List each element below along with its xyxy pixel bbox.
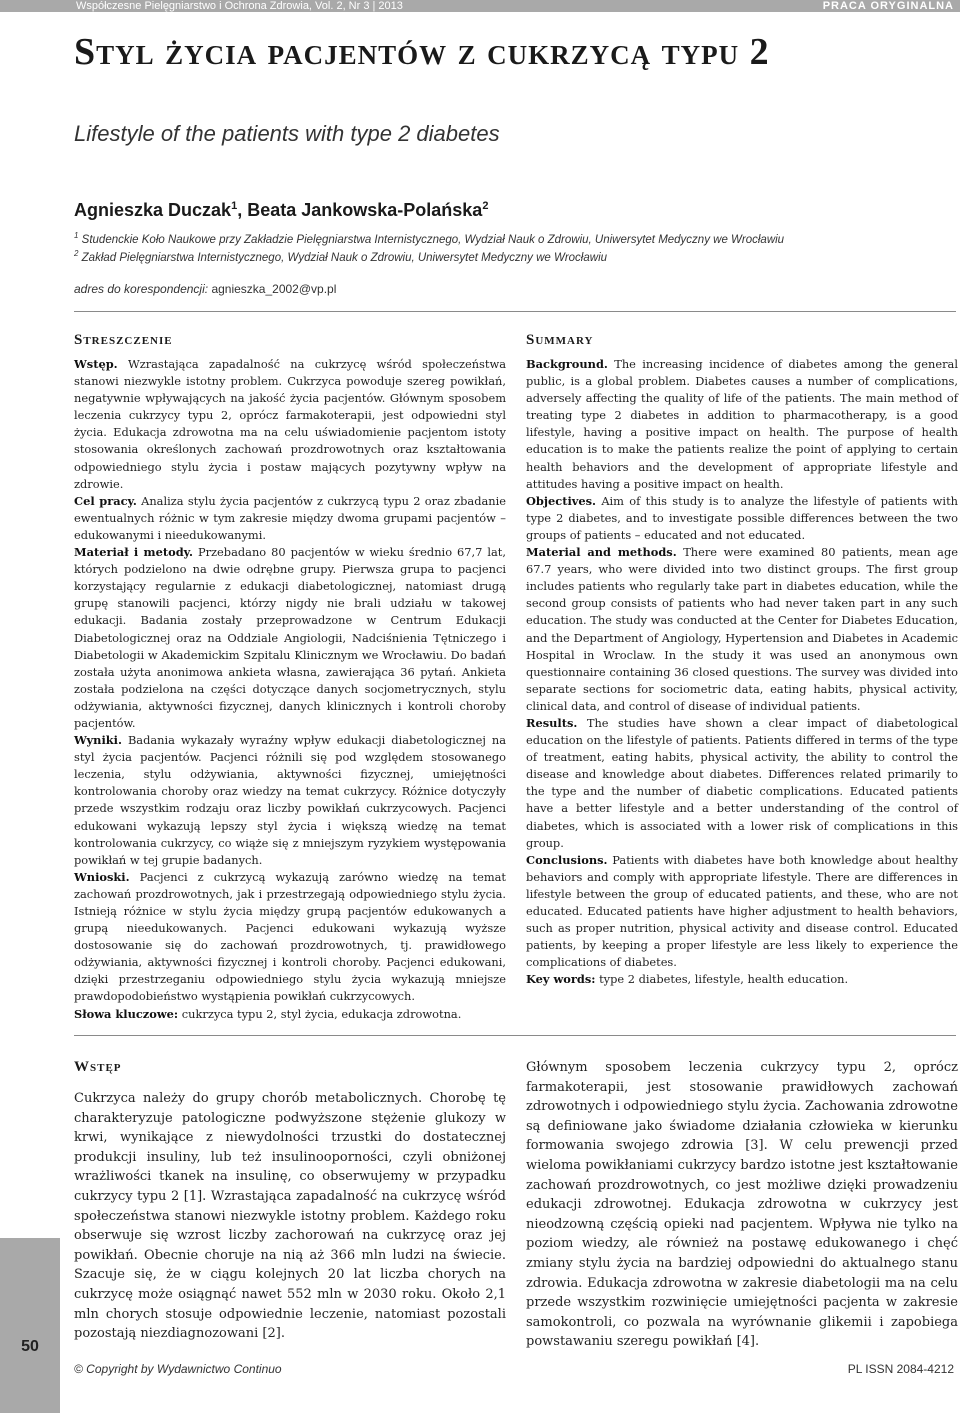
keywords-text: type 2 diabetes, lifestyle, health education. bbox=[599, 972, 849, 987]
divider bbox=[74, 311, 956, 312]
abstract-section-label: Wnioski. bbox=[74, 869, 130, 884]
abstract-section-label: Cel pracy. bbox=[74, 493, 137, 508]
copyright-notice: © Copyright by Wydawnictwo Continuo bbox=[74, 1362, 282, 1376]
abstract-section-label: Results. bbox=[526, 715, 578, 730]
abstract-section-text: Wzrastająca zapadalność na cukrzycę wśród społeczeństwa stanowi niezwykle istotny problem. Cukrzyca powoduje szereg powikłań, negatywnie wpływających na jakość życia pacjentów. Głównym sposobem leczenia cukrzycy typu 2, oprócz farmakoterapii, jest odpowiedni styl życia. Edukacja zdrowotna ma na celu uświadomienie pacjentom istoty stosowania określonych zachowań prozdrowotnych oraz kształtowania odpowiedniego stylu życia i postaw mających pozytywny wpływ na zdrowie. bbox=[74, 357, 507, 491]
abstract-english bbox=[526, 356, 958, 988]
author-name: Beata Jankowska-Polańska bbox=[247, 200, 483, 220]
abstract-section-text: Analiza stylu życia pacjentów z cukrzycą typu 2 oraz zbadanie ewentualnych różnic w tym zakresie między dwoma grupami pacjentów – edukowanymi i nieedukowanymi. bbox=[74, 493, 506, 542]
introduction-column-left bbox=[74, 1089, 506, 1344]
affiliation-text: Zakład Pielęgniarstwa Internistycznego, Wydział Nauk o Zdrowiu, Uniwersytet Medyczny we Wrocławiu bbox=[81, 251, 608, 264]
issn: PL ISSN 2084-4212 bbox=[847, 1362, 954, 1376]
abstract-section-text: Patients with diabetes have both knowledge about healthy behaviors and comply with appropriate lifestyle. There are differences in lifestyle between the group of educated patients, and these, who are not educated. Educated patients have higher adjustment to health behaviors, such as proper nutrition, physical activity and disease control. Educated patients, by keeping a proper lifestyle are less likely to experience the complications of diabetes. bbox=[526, 852, 958, 970]
abstract-section-text: Pacjenci z cukrzycą wykazują zarówno wiedzę na temat zachowań prozdrowotnych, jak i przestrzegają odpowiedniego stylu życia. Istnieją różnice w stylu życia między grupą pacjentów edukowanych a grupą nieedukowanych. Pacjenci edukowani wykazują wyższe dostosowanie się do zachowań prozdrowotnych, tj. prawidłowego odżywiania, aktywności fizycznej i kontroli choroby. Pacjenci edukowani, dzięki przestrzeganiu odpowiedniego stylu życia wykazują mniejsze prawdopodobieństwo wystąpienia powikłań cukrzycowych. bbox=[74, 869, 506, 1004]
abstract-section-label: Material and methods. bbox=[526, 545, 677, 560]
author-list bbox=[74, 194, 488, 222]
article-title: Styl życia pacjentów z cukrzycą typu 2 bbox=[74, 31, 770, 73]
abstract-section bbox=[526, 852, 958, 972]
affiliation-number: 2 bbox=[74, 249, 79, 258]
abstract-section bbox=[74, 493, 506, 544]
abstract-section-label: Wstęp. bbox=[74, 357, 118, 371]
correspondence-label: adres do korespondencji: bbox=[74, 282, 209, 296]
article-type-label: PRACA ORYGINALNA bbox=[822, 0, 954, 12]
abstract-section-text: Przebadano 80 pacjentów w wieku średnio 67,7 lat, których podzielono na dwie odrębne grupy. Pierwsza grupa to pacjenci korzystający regularnie z edukacji diabetologicznej, natomiast drugą grupę stanowili pacjenci, którzy nigdy nie brali udziału w takowej edukacji. Badania zostały przeprowadzone w Centrum Edukacji Diabetologicznej oraz na Oddziale Angiologii, Nadciśnienia Tętniczego i Diabetologii w Akademickim Szpitalu Klinicznym we Wrocławiu. Do badań została użyta anonimowa ankieta własna, zawierająca 36 pytań. Ankieta została podzielona na części dotyczące danych socjometrycznych, stylu odżywiania, aktywności fizycznej, danych klinicznych i kontroli choroby pacjentów. bbox=[74, 545, 506, 730]
divider bbox=[74, 1035, 956, 1036]
author-separator: , bbox=[237, 200, 248, 220]
abstract-polish bbox=[74, 356, 506, 1023]
abstract-section-label: Objectives. bbox=[526, 493, 597, 508]
body-paragraph: Głównym sposobem leczenia cukrzycy typu 2, oprócz farmakoterapii, jest stosowanie prawidłowych zachowań zdrowotnych i odpowiedniego stylu życia. Zachowania zdrowotne są definiowane jako świadome działania człowieka w kierunku formowania swojego zdrowia [3]. W celu prewencji przed wieloma powikłaniami cukrzycy bardzo istotne jest kształtowanie zachowań prozdrowotnych, co jest możliwe dzięki prowadzeniu edukacji zdrowotnej. Edukacja zdrowotna w cukrzycy jest nieodzowną częścią opieki nad pacjentem. Wpływa nie tylko na poziom wiedzy, ale również na postawę edukowanego i chęć zmiany stylu życia na bardziej odpowiedni do aktualnego stanu zdrowia. Edukacja zdrowotna w zakresie diabetologii ma na celu przede wszystkim rozwinięcie umiejętności pacjenta w zakresie samokontroli, co pozwala na wyrównanie glikemii i zapobiega powstawaniu szeregu powikłań [4]. bbox=[526, 1060, 958, 1350]
abstract-section-label: Wyniki. bbox=[74, 733, 122, 748]
author-affiliation-mark: 2 bbox=[482, 200, 489, 212]
body-paragraph: Cukrzyca należy do grupy chorób metabolicznych. Chorobę tę charakteryzuje patologiczne podwyższone stężenie glukozy w krwi, wynikające z niewydolności trzustki do dostatecznej produkcji insuliny, lub też insulinooporności, czyli obniżonej wrażliwości tkanek na insulinę, co obserwujemy w przypadku cukrzycy typu 2 [1]. Wzrastająca zapadalność na cukrzycę wśród społeczeństwa stanowi niezwykle istotny problem. Każdego roku obserwuje się wzrost liczby zachorowań na cukrzycę oraz jej powikłań. Obecnie choruje na nią aż 366 mln ludzi na świecie. Szacuje się, że w ciągu kolejnych 20 lat liczba chorych na cukrzycę może osiągnąć nawet 552 mln w 2030 roku. Około 2,1 mln chorych stosuje odpowiednie leczenie, natomiast pozostali pozostają niezdiagnozowani [2]. bbox=[74, 1091, 506, 1342]
affiliation bbox=[74, 228, 784, 248]
affiliation-number: 1 bbox=[74, 231, 79, 240]
abstract-section bbox=[526, 493, 958, 544]
journal-header: Współczesne Pielęgniarstwo i Ochrona Zdrowia, Vol. 2, Nr 3 | 2013 bbox=[76, 0, 403, 12]
author-affiliation-mark: 1 bbox=[231, 200, 238, 212]
keywords-label: Key words: bbox=[526, 972, 596, 987]
correspondence bbox=[74, 282, 336, 297]
abstract-section bbox=[74, 732, 506, 869]
abstract-section-text: The increasing incidence of diabetes among the general public, is a global problem. Diabetes causes a number of complications, adversely affecting the quality of life of the patients. The main method of treating type 2 diabetes in addition to pharmacotherapy, is a good lifestyle, having a positive impact on health. The purpose of health education is to make the patients realize the point of applying to certain health behaviors and the development of appropriate lifestyle and attitudes having a positive impact on health. bbox=[526, 357, 958, 491]
keywords bbox=[526, 971, 958, 988]
abstract-section-label: Conclusions. bbox=[526, 852, 608, 867]
streszczenie-heading: Streszczenie bbox=[74, 332, 173, 348]
page-number-tab bbox=[0, 1238, 60, 1413]
page-number: 50 bbox=[21, 1338, 39, 1355]
summary-heading: Summary bbox=[526, 332, 594, 348]
introduction-heading: Wstęp bbox=[74, 1059, 122, 1075]
abstract-section bbox=[526, 715, 958, 852]
affiliation-text: Studenckie Koło Naukowe przy Zakładzie Pielęgniarstwa Internistycznego, Wydział Nauk o Zdrowiu, Uniwersytet Medyczny we Wrocławiu bbox=[81, 233, 785, 246]
keywords bbox=[74, 1006, 506, 1023]
abstract-section-label: Materiał i metody. bbox=[74, 545, 193, 560]
abstract-section-text: There were examined 80 patients, mean age 67.7 years, who were divided into two distinct groups. The first group includes patients who regularly take part in diabetes education, while the second group consists of patients who had never taken part in any such education. The study was conducted at the Center for Diabetes Education, and the Department of Angiology, Hypertension and Diabetes in Academic Hospital in Wroclaw. In the study it was used an anonymous own questionnaire containing 36 closed questions. The survey was divided into separate sections for sociometric data, eating habits, physical activity, clinical data, and control of disease of individual patients. bbox=[526, 545, 958, 713]
affiliation bbox=[74, 246, 607, 266]
abstract-section bbox=[74, 869, 506, 1006]
abstract-section bbox=[526, 544, 958, 715]
abstract-section-text: The studies have shown a clear impact of diabetological education on the lifestyle of patients. Patients differed in terms of the type of treatment, eating habits, physical activity, the ability to control the disease and knowledge about diabetes. Differences related primarily to the type and the number of diabetic complications. Educated patients have a better lifestyle and a better understanding of the control of diabetes, which is associated with a lower risk of complications in this group. bbox=[526, 715, 958, 850]
article-subtitle: Lifestyle of the patients with type 2 diabetes bbox=[74, 121, 500, 146]
abstract-section-label: Background. bbox=[526, 357, 608, 371]
keywords-label: Słowa kluczowe: bbox=[74, 1006, 179, 1021]
abstract-section bbox=[74, 356, 506, 493]
keywords-text: cukrzyca typu 2, styl życia, edukacja zdrowotna. bbox=[181, 1006, 462, 1021]
abstract-section bbox=[526, 356, 958, 493]
introduction-column-right bbox=[526, 1058, 958, 1352]
abstract-section-text: Aim of this study is to analyze the lifestyle of patients with type 2 diabetes, and to investigate possible differences between the two groups of patients – educated and not educated. bbox=[526, 493, 958, 542]
correspondence-email[interactable]: agnieszka_2002@vp.pl bbox=[211, 282, 337, 296]
abstract-section-text: Badania wykazały wyraźny wpływ edukacji diabetologicznej na styl życia pacjentów. Pacjenci różnili się pod względem stosowanego leczenia, stylu odżywiania, aktywności fizycznej, umiejętności kontrolowania choroby oraz wiedzy na temat cukrzycy. Różnice dotyczyły przede wszystkim rodzaju oraz liczby powikłań cukrzycowych. Pacjenci edukowani wykazują lepszy styl życia i większą wiedzę na temat kontrolowania cukrzycy, co wiąże się z mniejszym ryzykiem występowania powikłań w tej grupie badanych. bbox=[74, 733, 506, 867]
author-name: Agnieszka Duczak bbox=[74, 200, 232, 220]
abstract-section bbox=[74, 544, 506, 732]
